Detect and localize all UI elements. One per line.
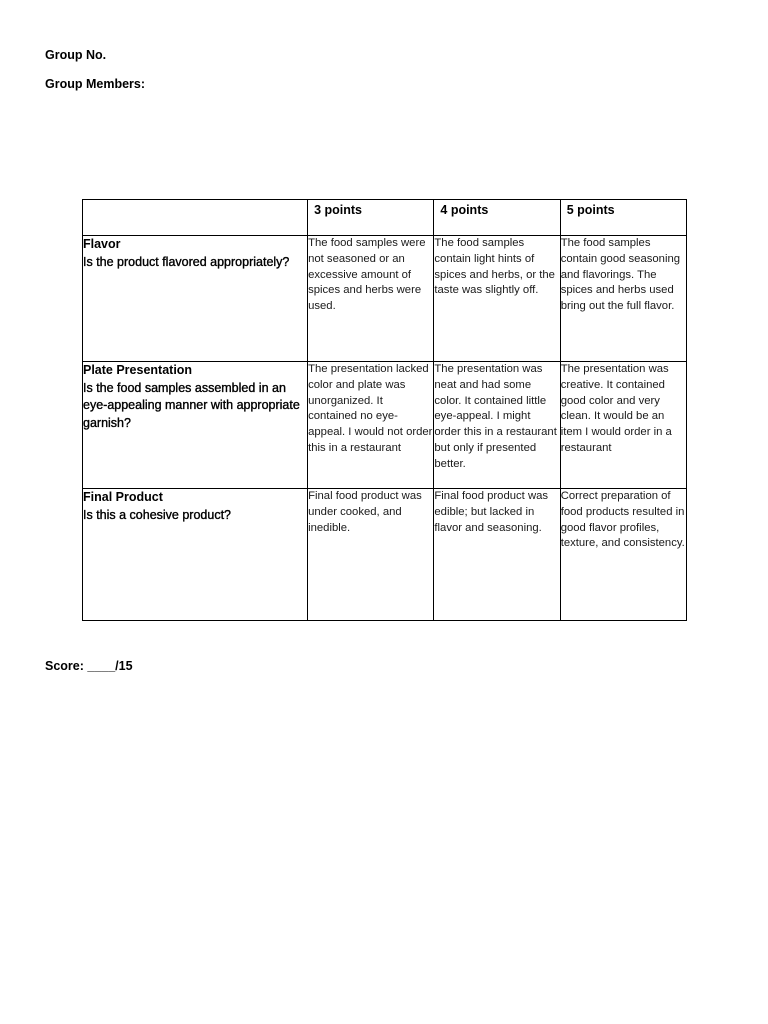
rubric-row-final-product	[83, 489, 687, 621]
criterion-title: Flavor	[83, 237, 121, 251]
criterion-question: Is this a cohesive product?	[83, 507, 231, 522]
criterion-title: Final Product	[83, 490, 163, 504]
description-cell: The presentation lacked color and plate was unorganized. It contained no eye-appeal. I would not order this in a restaurant	[308, 362, 434, 489]
criterion-question: Is the food samples assembled in an eye-appealing manner with appropriate garnish?	[83, 380, 300, 430]
description-cell: The food samples contain light hints of spices and herbs, or the taste was slightly off.	[434, 236, 560, 362]
description-cell: The food samples contain good seasoning and flavorings. The spices and herbs used bring out the full flavor.	[560, 236, 686, 362]
description-cell: Correct preparation of food products resulted in good flavor profiles, texture, and consistency.	[560, 489, 686, 621]
rubric-header-row	[83, 200, 687, 236]
description-cell: The presentation was creative. It contained good color and very clean. It would be an item I would order in a restaurant	[560, 362, 686, 489]
description-cell: Final food product was under cooked, and inedible.	[308, 489, 434, 621]
criterion-plate-presentation	[83, 362, 308, 489]
rubric-header-blank	[83, 200, 308, 236]
description-cell: The food samples were not seasoned or an excessive amount of spices and herbs were used.	[308, 236, 434, 362]
criterion-final-product	[83, 489, 308, 621]
rubric-table	[82, 199, 687, 621]
rubric-header-3-points: 3 points	[308, 200, 434, 236]
criterion-question: Is the product flavored appropriately?	[83, 254, 290, 269]
description-cell: Final food product was edible; but lacked in flavor and seasoning.	[434, 489, 560, 621]
rubric-row-plate-presentation	[83, 362, 687, 489]
score-label: Score: ____/15	[45, 659, 133, 673]
description-cell: The presentation was neat and had some color. It contained little eye-appeal. I might order this in a restaurant but only if presented better.	[434, 362, 560, 489]
rubric-header-5-points: 5 points	[560, 200, 686, 236]
group-number-label: Group No.	[45, 48, 107, 62]
criterion-title: Plate Presentation	[83, 363, 193, 377]
criterion-flavor	[83, 236, 308, 362]
rubric-header-4-points: 4 points	[434, 200, 560, 236]
rubric-row-flavor	[83, 236, 687, 362]
group-members-label: Group Members:	[45, 77, 146, 91]
